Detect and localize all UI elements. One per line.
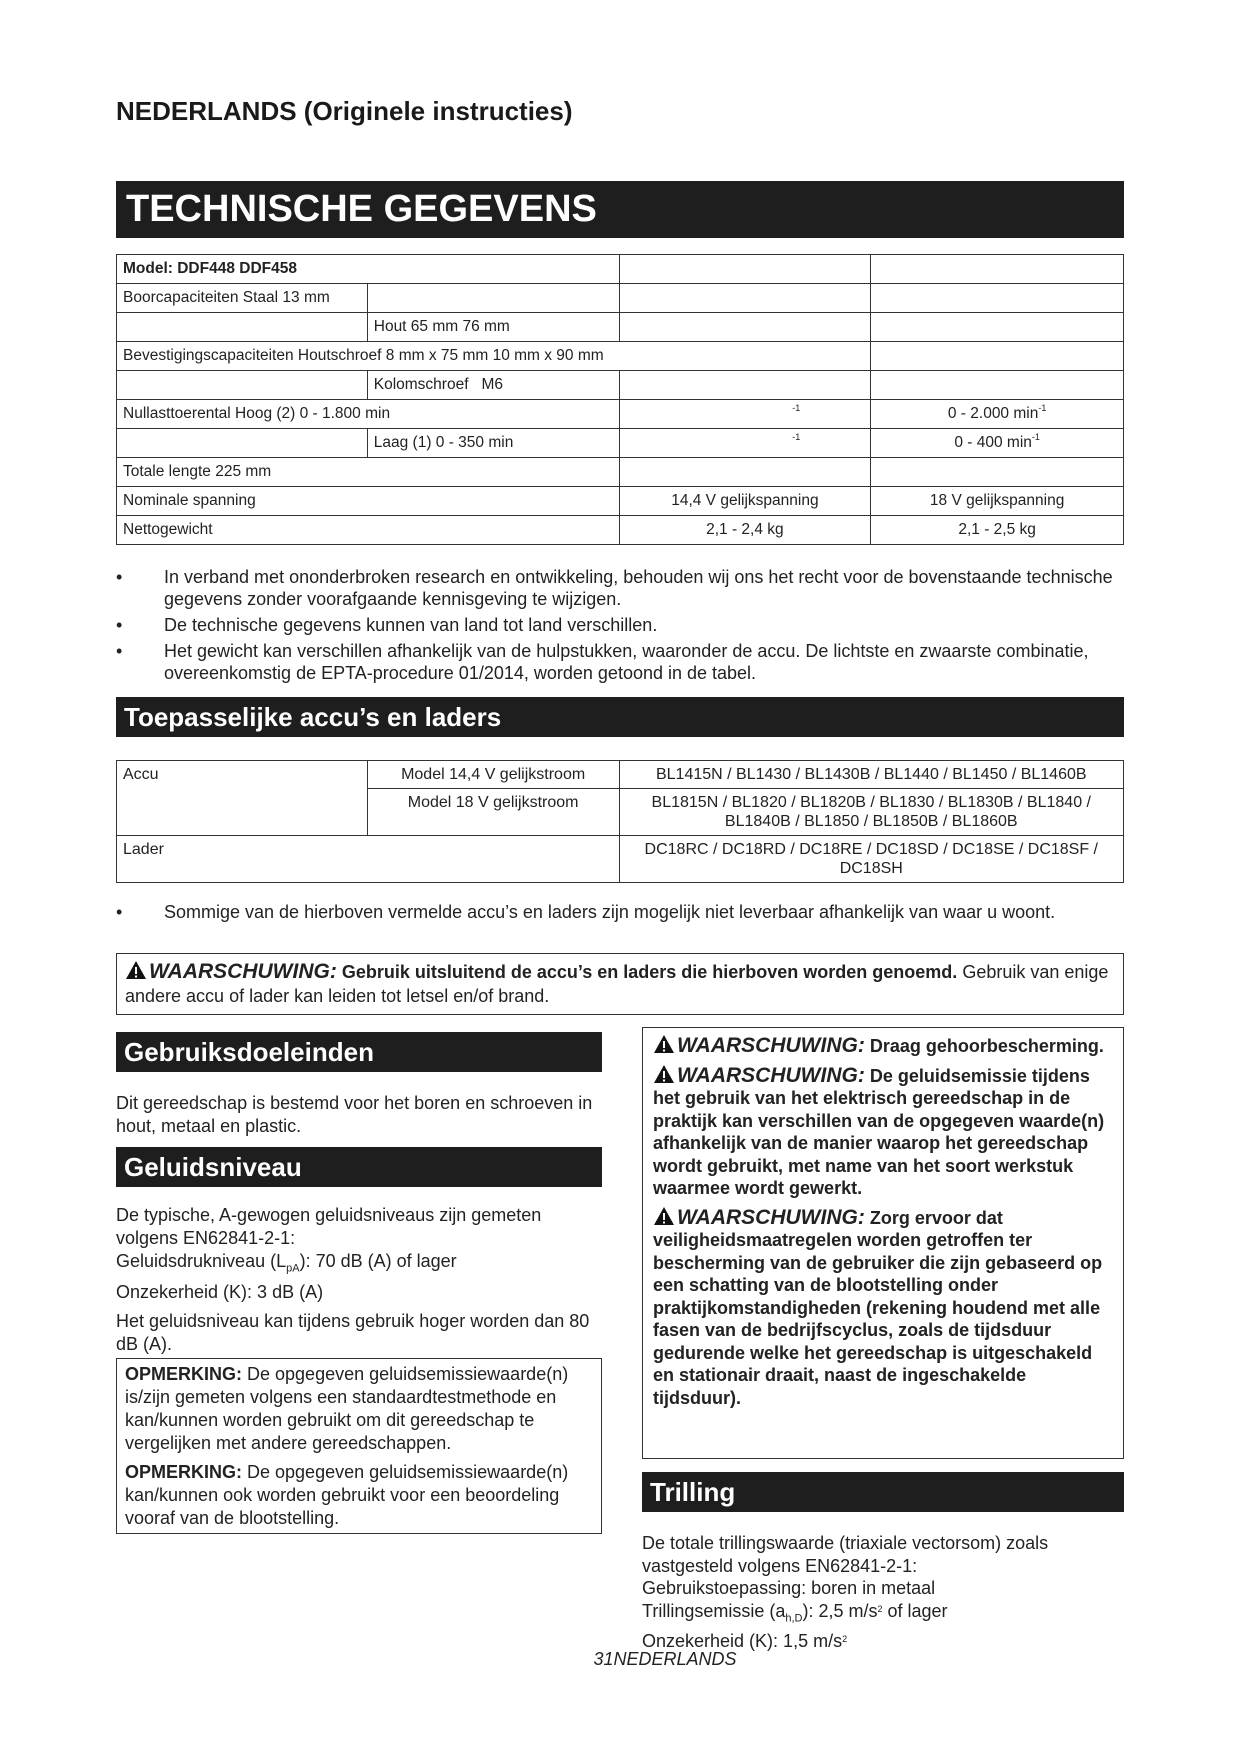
- warning-triangle-icon: [125, 960, 147, 980]
- note-box: [116, 1358, 602, 1534]
- accu-section-heading: Toepasselijke accu’s en laders: [116, 697, 1124, 737]
- spanning-label-cell: Nominale spanning: [117, 487, 620, 516]
- warning-safety: WAARSCHUWING: Zorg ervoor dat veiligheidsmaatregelen worden getroffen ter bescherming van de gebruiker die zijn gebaseerd op een schatting van de blootstelling onder praktijkomstandigheden (rekening houdend met alle fasen van de bedrijfscyclus, zoals de tijdsduur gedurende welke het gereedschap is uitgeschakeld en stationair draait, naast de ingeschakelde tijdsduur).: [653, 1205, 1103, 1408]
- table-row: [117, 458, 1124, 487]
- gebruik-text: Dit gereedschap is bestemd voor het boren en schroeven in hout, metaal en plastic.: [116, 1093, 593, 1136]
- bevestig-cell: Bevestigingscapaciteiten Houtschroef 8 mm x 75 mm 10 mm x 90 mm: [117, 342, 871, 371]
- table-row: Model 18 V gelijkstroom BL1815N / BL1820 / BL1820B / BL1830 / BL1830B / BL1840 / BL1840B / BL1850 / BL1850B / BL1860B: [117, 789, 1124, 836]
- warning-box: WAARSCHUWING: Gebruik uitsluitend de accu’s en laders die hierboven worden genoemd. Gebruik van enige andere accu of lader kan leiden tot letsel en/of brand.: [116, 953, 1124, 1015]
- table-row: Accu Model 14,4 V gelijkstroom BL1415N / BL1430 / BL1430B / BL1440 / BL1450 / BL1460B: [117, 761, 1124, 789]
- list-item: • Sommige van de hierboven vermelde accu’s en laders zijn mogelijk niet leverbaar afhankelijk van waar u woont.: [116, 900, 1076, 925]
- specs-table: [116, 254, 1124, 545]
- hout-cell: Hout 65 mm 76 mm: [367, 313, 619, 342]
- list-item: • Het gewicht kan verschillen afhankelijk van de hulpstukken, waaronder de accu. De lichtste en zwaarste combinatie, overeenkomstig de EPTA-procedure 01/2014, worden getoond in de tabel.: [116, 640, 1116, 684]
- warnings-right-box: [642, 1027, 1124, 1459]
- table-row: [117, 313, 1124, 342]
- gebruik-section-heading: Gebruiksdoeleinden: [116, 1032, 602, 1072]
- specs-section-heading: TECHNISCHE GEGEVENS: [116, 181, 1124, 238]
- laag-col2-cell: 0 - 400 $\min^{-1}$: [871, 429, 1124, 458]
- model-cell: Model: DDF448 DDF458: [117, 255, 620, 284]
- nullast-cell: Nullasttoerental Hoog (2) 0 - 1.800 min: [117, 400, 620, 429]
- table-row: [117, 255, 1124, 284]
- table-row: [117, 284, 1124, 313]
- table-row: Laag (1) 0 - 350 min $^{-1}$ 0 - 400 $\min^{-1}$: [117, 429, 1124, 458]
- laag-cell: Laag (1) 0 - 350 min: [367, 429, 619, 458]
- note-1: OPMERKING: De opgegeven geluidsemissiewaarde(n) is/zijn gemeten volgens een standaardtestmethode en kan/kunnen worden gebruikt om dit gereedschap te vergelijken met andere gereedschappen.: [125, 1364, 569, 1453]
- table-row: Nominale spanning 14,4 V gelijkspanning 18 V gelijkspanning: [117, 487, 1124, 516]
- trilling-text: De totale trillingswaarde (triaxiale vectorsom) zoals vastgesteld volgens EN62841-2-1: Gebruikstoepassing: boren in metaal Trillingsemissie $(a_{h,D})$: 2,5 $m/s^2$ of lager Onzekerheid (K): 1,5 $m/s^2$: [642, 1533, 1049, 1651]
- boor-cell: Boorcapaciteiten Staal 13 mm: [117, 284, 368, 313]
- lader-label-cell: Lader: [117, 836, 620, 883]
- table-row: Nettogewicht 2,1 - 2,4 kg 2,1 - 2,5 kg: [117, 516, 1124, 545]
- kolom-cell: Kolomschroef M6: [367, 371, 619, 400]
- accu-table: [116, 760, 1124, 883]
- warning-triangle-icon: [653, 1034, 675, 1054]
- list-item: • De technische gegevens kunnen van land tot land verschillen.: [116, 614, 1116, 636]
- nullast-hoog-cell: 0 - 2.000 $\min^{-1}$: [871, 400, 1124, 429]
- geluid-section-heading: Geluidsniveau: [116, 1147, 602, 1187]
- table-row: [117, 342, 1124, 371]
- warning-emission: WAARSCHUWING: De geluidsemissie tijdens het gebruik van het elektrisch gereedschap in de praktijk kan verschillen van de opgegeven waarde(n) afhankelijk van de manier waarop het gereedschap wordt gebruikt, met name van het soort werkstuk waarmee wordt gewerkt.: [653, 1063, 1105, 1198]
- spec-notes-list: [116, 566, 1116, 688]
- warning-hearing: WAARSCHUWING: Draag gehoorbescherming.: [653, 1034, 1113, 1058]
- warning-triangle-icon: [653, 1206, 675, 1226]
- accu-label-cell: Accu: [117, 761, 368, 836]
- table-row: [117, 371, 1124, 400]
- page-language-title: NEDERLANDS (Originele instructies): [116, 96, 573, 126]
- accu-notes-list: [116, 900, 1076, 929]
- gewicht-label-cell: Nettogewicht: [117, 516, 620, 545]
- warning-triangle-icon: [653, 1064, 675, 1084]
- table-row: Lader DC18RC / DC18RD / DC18RE / DC18SD / DC18SE / DC18SF / DC18SH: [117, 836, 1124, 883]
- trilling-section-heading: Trilling: [642, 1472, 1124, 1512]
- table-row: Nullasttoerental Hoog (2) 0 - 1.800 min $^{-1}$ 0 - 2.000 $\min^{-1}$: [117, 400, 1124, 429]
- geluid-text: De typische, A-gewogen geluidsniveaus zijn gemeten volgens EN62841-2-1: Geluidsdrukniveau $(L_{pA})$: 70 dB (A) of lager Onzekerheid (K): 3 dB (A) Het geluidsniveau kan tijdens gebruik hoger worden dan 80 dB (A).: [116, 1205, 590, 1354]
- list-item: • In verband met ononderbroken research en ontwikkeling, behouden wij ons het recht voor de bovenstaande technische gegevens zonder voorafgaande kennisgeving te wijzigen.: [116, 566, 1116, 610]
- lengte-cell: Totale lengte 225 mm: [117, 458, 620, 487]
- note-2: OPMERKING: De opgegeven geluidsemissiewaarde(n) kan/kunnen ook worden gebruikt voor een beoordeling vooraf van de blootstelling.: [125, 1462, 569, 1528]
- page-footer: 31NEDERLANDS: [593, 1649, 737, 1669]
